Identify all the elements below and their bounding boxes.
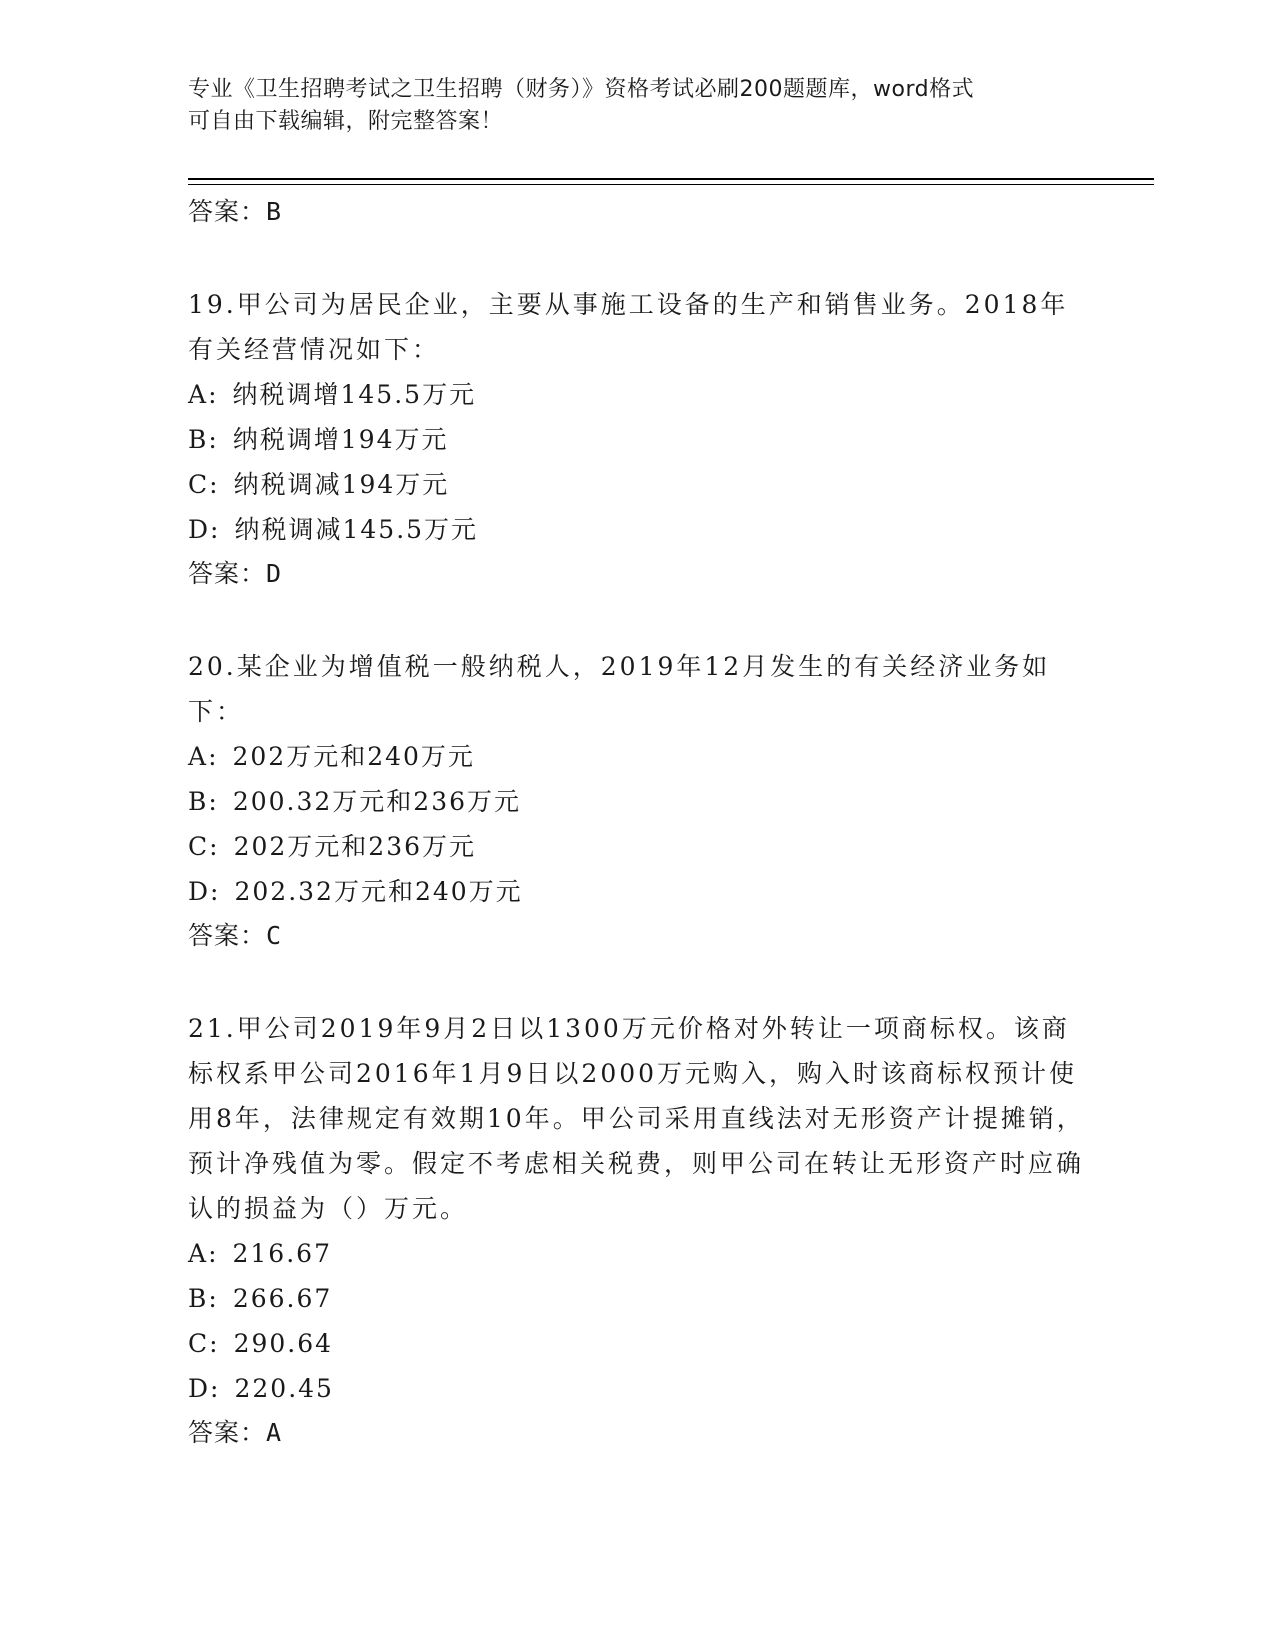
option-letter: A — [188, 742, 209, 771]
option-text: 216.67 — [232, 1239, 332, 1268]
option-letter: C — [188, 470, 210, 499]
answer-value: D — [266, 559, 283, 588]
question-text: 21.甲公司2019年9月2日以1300万元价格对外转让一项商标权。该商标权系甲公司2016年1月9日以2000万元购入，购入时该商标权预计使用8年，法律规定有效期10年。甲公司采用直线法对无形资产计提摊销，预计净残值为零。假定不考虑相关税费，则甲公司在转让无形资产时应确认的损益为（）万元。 — [188, 1014, 1085, 1223]
answer-line — [188, 1411, 1088, 1455]
answer-line — [188, 914, 1088, 958]
option-letter: B — [188, 425, 209, 454]
option-letter: B — [188, 1284, 209, 1313]
answer-label: 答案： — [188, 1418, 267, 1447]
header-line-2: 可自由下载编辑，附完整答案！ — [188, 109, 504, 134]
option-text: 202.32万元和240万元 — [234, 877, 523, 906]
option-letter: B — [188, 787, 209, 816]
option-b: B: 266.67 — [188, 1284, 333, 1313]
option-d: D: 220.45 — [188, 1374, 334, 1403]
option-letter: D — [188, 1374, 211, 1403]
header-rule-thick — [188, 178, 1154, 180]
answer-value: C — [266, 921, 283, 950]
question-text: 19.甲公司为居民企业，主要从事施工设备的生产和销售业务。2018年有关经营情况如下： — [188, 290, 1069, 364]
option-b: B: 纳税调增194万元 — [188, 425, 449, 454]
option-letter: D — [188, 877, 211, 906]
option-text: 纳税调增145.5万元 — [232, 380, 477, 409]
option-d: D: 纳税调减145.5万元 — [188, 515, 479, 544]
option-letter: C — [188, 1329, 210, 1358]
question-19 — [188, 282, 1088, 596]
answer-line — [188, 552, 1088, 596]
option-a: A: 纳税调增145.5万元 — [188, 380, 477, 409]
option-b: B: 200.32万元和236万元 — [188, 787, 522, 816]
option-text: 纳税调增194万元 — [232, 425, 449, 454]
header-rule-thin — [188, 184, 1154, 185]
option-c: C: 纳税调减194万元 — [188, 470, 450, 499]
question-21 — [188, 1006, 1088, 1455]
option-text: 220.45 — [234, 1374, 334, 1403]
option-letter: A — [188, 380, 209, 409]
answer-label: 答案： — [188, 559, 267, 588]
option-letter: C — [188, 832, 210, 861]
option-letter: D — [188, 515, 211, 544]
option-text: 290.64 — [233, 1329, 334, 1358]
question-20 — [188, 644, 1088, 958]
answer-line — [188, 190, 1088, 234]
option-letter: A — [188, 1239, 209, 1268]
answer-label: 答案： — [188, 197, 267, 226]
document-content — [188, 190, 1088, 1455]
question-text: 20.某企业为增值税一般纳税人，2019年12月发生的有关经济业务如下： — [188, 652, 1051, 726]
option-c: C: 290.64 — [188, 1329, 334, 1358]
option-text: 202万元和240万元 — [232, 742, 475, 771]
header-line-1: 专业《卫生招聘考试之卫生招聘（财务）》资格考试必刷200题题库，word格式 — [188, 77, 975, 102]
option-text: 纳税调减194万元 — [233, 470, 450, 499]
answer-value: A — [266, 1418, 283, 1447]
option-text: 202万元和236万元 — [233, 832, 477, 861]
option-a: A: 216.67 — [188, 1239, 332, 1268]
option-a: A: 202万元和240万元 — [188, 742, 475, 771]
answer-label: 答案： — [188, 921, 267, 950]
answer-value: B — [266, 197, 283, 226]
option-text: 266.67 — [232, 1284, 333, 1313]
option-d: D: 202.32万元和240万元 — [188, 877, 523, 906]
option-text: 纳税调减145.5万元 — [234, 515, 479, 544]
document-header — [188, 74, 1068, 138]
option-c: C: 202万元和236万元 — [188, 832, 477, 861]
option-text: 200.32万元和236万元 — [232, 787, 522, 816]
